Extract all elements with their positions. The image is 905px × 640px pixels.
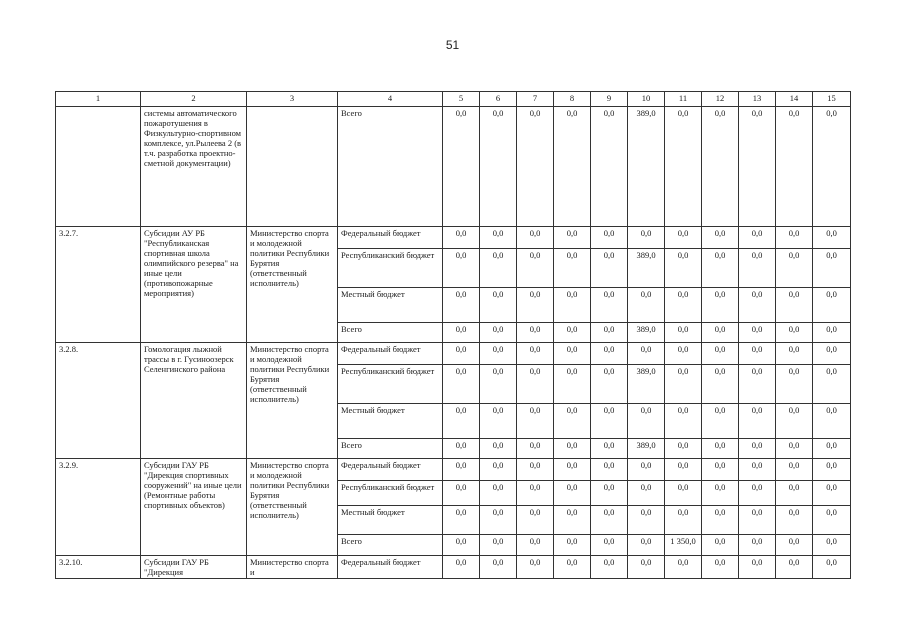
column-header: 14 [776,92,813,107]
value-cell: 0,0 [739,343,776,365]
value-cell: 0,0 [628,459,665,481]
funding-source-cell: Республиканский бюджет [338,249,443,288]
value-cell: 0,0 [776,439,813,459]
funding-source-cell: Всего [338,535,443,556]
value-cell: 0,0 [702,506,739,535]
table-row [56,459,851,481]
value-cell: 0,0 [628,343,665,365]
measure-name-cell: системы автоматического пожаротушения в Физкультурно-спортивном комплексе, ул.Рылеева 2 (в т.ч. разработка проектно-сметной документации) [141,107,247,227]
value-cell: 0,0 [665,107,702,227]
value-cell: 0,0 [702,481,739,506]
value-cell: 0,0 [591,227,628,249]
value-cell: 0,0 [443,227,480,249]
funding-source-cell: Всего [338,439,443,459]
value-cell: 0,0 [702,288,739,323]
value-cell: 0,0 [443,288,480,323]
value-cell: 0,0 [443,506,480,535]
value-cell: 0,0 [443,343,480,365]
funding-source-cell: Республиканский бюджет [338,481,443,506]
value-cell: 0,0 [443,459,480,481]
funding-source-cell: Федеральный бюджет [338,556,443,579]
value-cell: 0,0 [776,365,813,404]
value-cell: 0,0 [739,107,776,227]
value-cell: 389,0 [628,365,665,404]
executor-cell: Министерство спорта и [247,556,338,579]
value-cell: 0,0 [480,227,517,249]
value-cell: 0,0 [554,227,591,249]
value-cell: 0,0 [443,107,480,227]
value-cell: 0,0 [517,459,554,481]
value-cell: 0,0 [776,249,813,288]
column-header: 12 [702,92,739,107]
value-cell: 0,0 [702,459,739,481]
value-cell: 0,0 [665,227,702,249]
value-cell: 1 350,0 [665,535,702,556]
value-cell: 0,0 [517,365,554,404]
column-header: 3 [247,92,338,107]
executor-cell [247,107,338,227]
value-cell: 0,0 [628,535,665,556]
value-cell: 0,0 [628,556,665,579]
value-cell: 0,0 [554,439,591,459]
value-cell: 0,0 [591,107,628,227]
value-cell: 0,0 [665,506,702,535]
funding-source-cell: Местный бюджет [338,506,443,535]
value-cell: 0,0 [591,249,628,288]
column-header: 7 [517,92,554,107]
measure-name-cell: Субсидии АУ РБ "Республиканская спортивная школа олимпийского резерва" на иные цели (противопожарные мероприятия) [141,227,247,343]
funding-source-cell: Федеральный бюджет [338,459,443,481]
value-cell: 0,0 [554,506,591,535]
value-cell: 0,0 [628,227,665,249]
executor-cell: Министерство спорта и молодежной политики Республики Бурятия (ответственный исполнитель) [247,343,338,459]
column-header: 11 [665,92,702,107]
value-cell: 0,0 [480,439,517,459]
funding-source-cell: Республиканский бюджет [338,365,443,404]
value-cell: 0,0 [480,535,517,556]
value-cell: 0,0 [665,404,702,439]
value-cell: 0,0 [665,343,702,365]
value-cell: 0,0 [480,365,517,404]
value-cell: 0,0 [702,323,739,343]
value-cell: 389,0 [628,439,665,459]
value-cell: 0,0 [480,323,517,343]
column-header: 4 [338,92,443,107]
value-cell: 0,0 [813,481,851,506]
value-cell: 0,0 [443,323,480,343]
column-header: 8 [554,92,591,107]
value-cell: 389,0 [628,249,665,288]
item-code-cell: 3.2.10. [56,556,141,579]
value-cell: 0,0 [739,439,776,459]
table-row [56,107,851,227]
value-cell: 0,0 [665,459,702,481]
value-cell: 0,0 [702,535,739,556]
item-code-cell [56,107,141,227]
value-cell: 0,0 [665,288,702,323]
value-cell: 0,0 [480,404,517,439]
value-cell: 0,0 [554,404,591,439]
value-cell: 0,0 [813,288,851,323]
funding-source-cell: Федеральный бюджет [338,227,443,249]
value-cell: 0,0 [665,323,702,343]
value-cell: 0,0 [443,404,480,439]
value-cell: 0,0 [739,556,776,579]
value-cell: 0,0 [554,343,591,365]
value-cell: 0,0 [813,227,851,249]
value-cell: 0,0 [517,249,554,288]
value-cell: 0,0 [480,249,517,288]
value-cell: 0,0 [739,323,776,343]
value-cell: 0,0 [591,535,628,556]
value-cell: 0,0 [480,556,517,579]
value-cell: 0,0 [739,365,776,404]
value-cell: 0,0 [776,107,813,227]
column-header: 2 [141,92,247,107]
funding-source-cell: Федеральный бюджет [338,343,443,365]
value-cell: 0,0 [702,249,739,288]
value-cell: 0,0 [665,365,702,404]
value-cell: 0,0 [480,107,517,227]
value-cell: 0,0 [443,535,480,556]
value-cell: 0,0 [628,288,665,323]
value-cell: 0,0 [517,535,554,556]
value-cell: 0,0 [739,288,776,323]
value-cell: 0,0 [443,556,480,579]
table-row [56,556,851,579]
item-code-cell: 3.2.9. [56,459,141,556]
value-cell: 0,0 [517,481,554,506]
budget-table [55,91,851,579]
value-cell: 0,0 [443,365,480,404]
funding-source-cell: Всего [338,323,443,343]
funding-source-cell: Местный бюджет [338,404,443,439]
value-cell: 0,0 [739,506,776,535]
value-cell: 0,0 [665,481,702,506]
value-cell: 0,0 [702,107,739,227]
value-cell: 0,0 [480,343,517,365]
column-header: 5 [443,92,480,107]
value-cell: 0,0 [591,343,628,365]
value-cell: 0,0 [591,365,628,404]
value-cell: 0,0 [517,323,554,343]
table-row [56,343,851,365]
value-cell: 0,0 [554,365,591,404]
value-cell: 0,0 [591,481,628,506]
value-cell: 0,0 [554,481,591,506]
value-cell: 0,0 [739,227,776,249]
value-cell: 0,0 [665,249,702,288]
value-cell: 0,0 [591,404,628,439]
value-cell: 0,0 [554,323,591,343]
value-cell: 0,0 [776,556,813,579]
value-cell: 0,0 [813,404,851,439]
value-cell: 0,0 [517,288,554,323]
value-cell: 389,0 [628,323,665,343]
value-cell: 0,0 [517,227,554,249]
value-cell: 0,0 [813,249,851,288]
value-cell: 0,0 [813,107,851,227]
value-cell: 0,0 [591,288,628,323]
value-cell: 0,0 [776,404,813,439]
value-cell: 0,0 [480,481,517,506]
value-cell: 0,0 [628,481,665,506]
executor-cell: Министерство спорта и молодежной политики Республики Бурятия (ответственный исполнитель) [247,459,338,556]
value-cell: 0,0 [776,459,813,481]
value-cell: 0,0 [776,323,813,343]
value-cell: 0,0 [813,506,851,535]
header-row [56,92,851,107]
value-cell: 0,0 [813,365,851,404]
measure-name-cell: Гомологация лыжной трассы в г. Гусиноозерск Селенгинского района [141,343,247,459]
value-cell: 0,0 [591,439,628,459]
value-cell: 0,0 [776,506,813,535]
value-cell: 0,0 [776,535,813,556]
column-header: 13 [739,92,776,107]
value-cell: 0,0 [813,343,851,365]
value-cell: 0,0 [628,506,665,535]
column-header: 15 [813,92,851,107]
item-code-cell: 3.2.8. [56,343,141,459]
funding-source-cell: Местный бюджет [338,288,443,323]
value-cell: 0,0 [813,459,851,481]
value-cell: 0,0 [554,535,591,556]
value-cell: 0,0 [554,249,591,288]
column-header: 9 [591,92,628,107]
value-cell: 0,0 [702,343,739,365]
value-cell: 0,0 [591,506,628,535]
value-cell: 0,0 [702,404,739,439]
value-cell: 0,0 [813,535,851,556]
value-cell: 0,0 [739,404,776,439]
value-cell: 0,0 [517,556,554,579]
value-cell: 0,0 [517,107,554,227]
funding-source-cell: Всего [338,107,443,227]
value-cell: 0,0 [702,365,739,404]
value-cell: 0,0 [517,439,554,459]
measure-name-cell: Субсидии ГАУ РБ "Дирекция [141,556,247,579]
table-row [56,227,851,249]
value-cell: 0,0 [517,404,554,439]
value-cell: 0,0 [480,459,517,481]
value-cell: 0,0 [776,227,813,249]
measure-name-cell: Субсидии ГАУ РБ "Дирекция спортивных сооружений" на иные цели (Ремонтные работы спортивных объектов) [141,459,247,556]
value-cell: 0,0 [739,249,776,288]
value-cell: 0,0 [776,481,813,506]
value-cell: 0,0 [591,556,628,579]
value-cell: 0,0 [480,288,517,323]
value-cell: 0,0 [702,227,739,249]
value-cell: 0,0 [443,439,480,459]
page-number: 51 [445,38,460,52]
value-cell: 0,0 [591,323,628,343]
value-cell: 0,0 [517,343,554,365]
column-header: 1 [56,92,141,107]
value-cell: 0,0 [776,343,813,365]
value-cell: 0,0 [665,439,702,459]
value-cell: 0,0 [554,107,591,227]
value-cell: 0,0 [813,323,851,343]
value-cell: 0,0 [554,459,591,481]
value-cell: 389,0 [628,107,665,227]
value-cell: 0,0 [554,288,591,323]
value-cell: 0,0 [628,404,665,439]
value-cell: 0,0 [480,506,517,535]
value-cell: 0,0 [665,556,702,579]
column-header: 10 [628,92,665,107]
value-cell: 0,0 [813,556,851,579]
value-cell: 0,0 [702,439,739,459]
value-cell: 0,0 [739,535,776,556]
value-cell: 0,0 [517,506,554,535]
value-cell: 0,0 [739,459,776,481]
value-cell: 0,0 [776,288,813,323]
value-cell: 0,0 [702,556,739,579]
item-code-cell: 3.2.7. [56,227,141,343]
column-header: 6 [480,92,517,107]
value-cell: 0,0 [591,459,628,481]
value-cell: 0,0 [739,481,776,506]
value-cell: 0,0 [813,439,851,459]
executor-cell: Министерство спорта и молодежной политики Республики Бурятия (ответственный исполнитель) [247,227,338,343]
value-cell: 0,0 [443,249,480,288]
value-cell: 0,0 [554,556,591,579]
value-cell: 0,0 [443,481,480,506]
